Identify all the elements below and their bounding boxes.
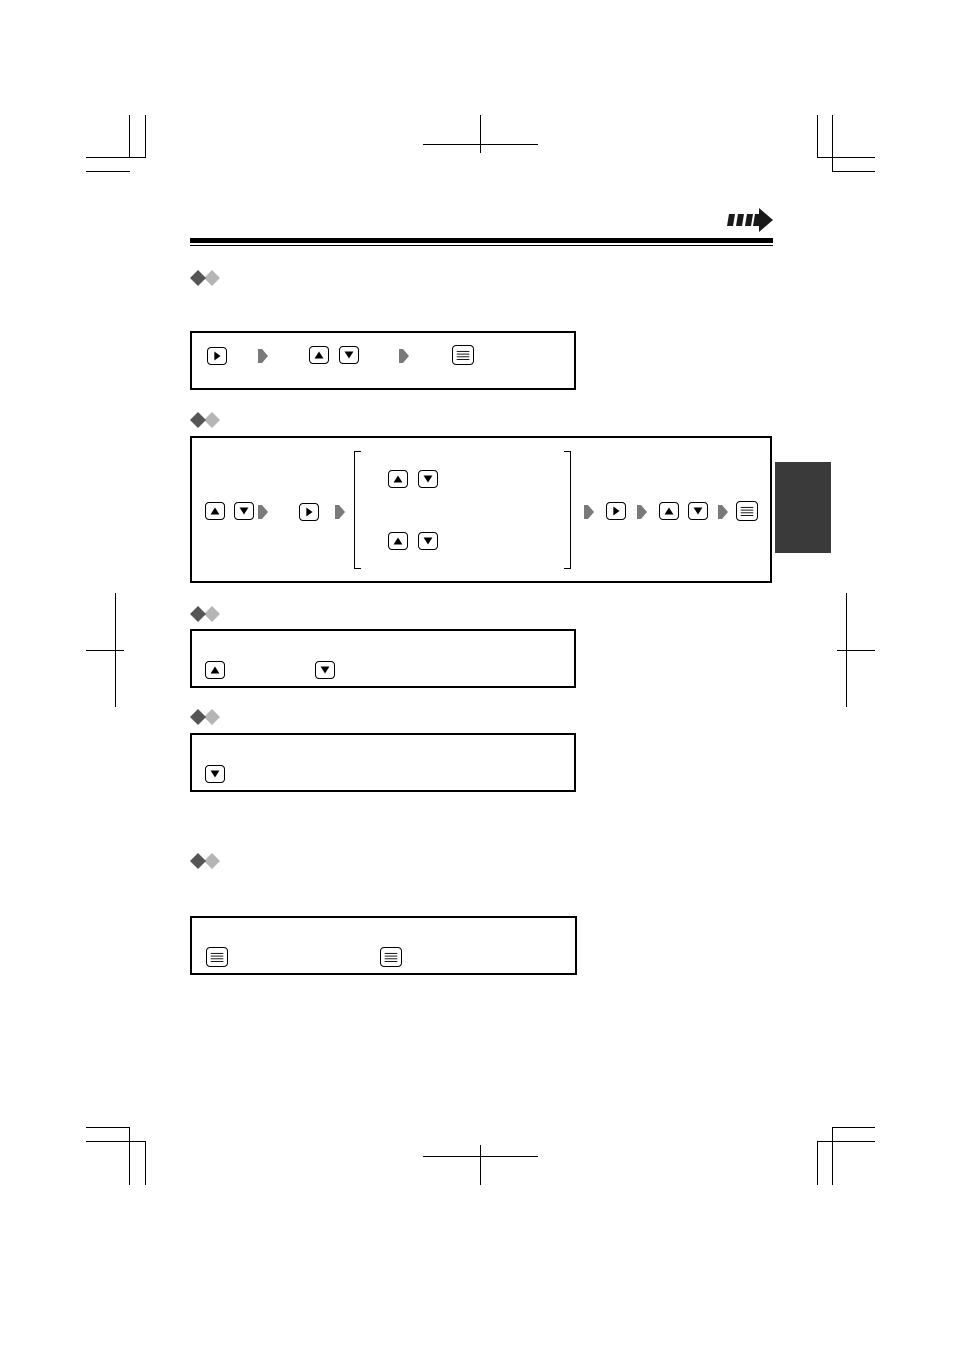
down-key-icon [234, 502, 254, 520]
section-4-box [190, 733, 576, 792]
flow-arrow-icon [335, 503, 345, 521]
up-key-icon [309, 346, 329, 364]
section-2-box [190, 436, 772, 583]
flow-arrow-icon [637, 503, 647, 521]
menu-key-icon [380, 947, 402, 967]
down-key-icon [205, 765, 225, 783]
flow-arrow-icon [258, 347, 268, 365]
header-rule-thick [190, 238, 773, 243]
flow-arrow-icon [258, 503, 268, 521]
down-key-icon [688, 502, 708, 520]
section-2-diamond-icon [190, 412, 222, 428]
flow-arrow-icon [718, 503, 728, 521]
flow-arrow-icon [399, 347, 409, 365]
flow-arrow-icon [584, 503, 594, 521]
menu-key-icon [452, 345, 474, 365]
section-3-box [190, 629, 576, 688]
up-key-icon [388, 470, 408, 488]
up-key-icon [659, 502, 679, 520]
section-4-diamond-icon [190, 709, 222, 725]
up-key-icon [205, 661, 225, 679]
section-3-diamond-icon [190, 606, 222, 622]
header-rule-thin [190, 245, 773, 246]
down-key-icon [315, 661, 335, 679]
menu-key-icon [206, 947, 228, 967]
up-key-icon [388, 532, 408, 550]
section-5-box [190, 916, 577, 975]
up-key-icon [205, 502, 225, 520]
down-key-icon [418, 532, 438, 550]
menu-key-icon [736, 501, 758, 521]
section-1-box [190, 331, 576, 390]
option-bracket-left [354, 451, 361, 569]
down-key-icon [339, 346, 359, 364]
down-key-icon [418, 470, 438, 488]
section-5-diamond-icon [190, 853, 222, 869]
section-1-diamond-icon [190, 270, 222, 286]
right-key-icon [299, 503, 319, 521]
right-key-icon [606, 502, 626, 520]
chapter-side-tab [775, 462, 831, 553]
option-bracket-right [564, 451, 571, 569]
continue-arrow-icon [726, 206, 774, 234]
right-key-icon [207, 347, 227, 365]
